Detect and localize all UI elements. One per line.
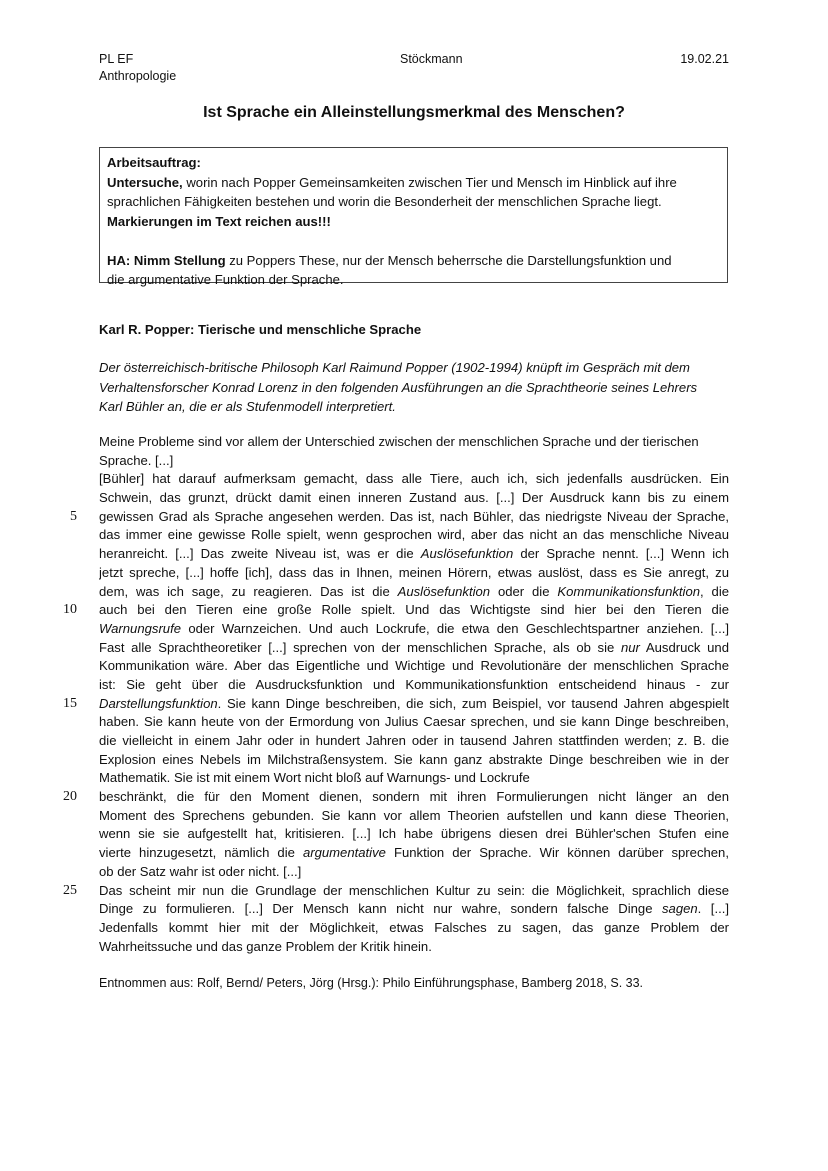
- text-line: [Bühler] hat darauf aufmerksam gemacht, dass alle Tiere, auch ich, sich jedenfalls ausdrücken. Ein: [99, 471, 729, 487]
- text-line: Das scheint mir nun die Grundlage der menschlichen Kultur zu sein: die Möglichkeit, sprachlich diese: [99, 882, 729, 898]
- source-citation: Entnommen aus: Rolf, Bernd/ Peters, Jörg (Hrsg.): Philo Einführungsphase, Bamberg 2018, S. 33.: [99, 976, 644, 990]
- text-line: Schwein, das grunzt, drückt damit einen inneren Zustand aus. [...] Der Ausdruck kann bis zu einem: [99, 490, 729, 506]
- emphasis: Auslösefunktion: [420, 546, 514, 562]
- line-number: 20: [63, 789, 77, 804]
- author-label: Stöckmann: [400, 52, 463, 66]
- text-line: das immer eine gewisse Rolle spielt, wenn gesprochen wird, aber das nicht an das menschliche Niveau: [99, 527, 729, 543]
- homework-line-2: die argumentative Funktion der Sprache.: [107, 272, 344, 287]
- text-line: dem, was ich sage, zu reagieren. Das ist die Auslösefunktion oder die Kommunikationsfunktion, die: [99, 583, 729, 599]
- line-number: 10: [63, 602, 77, 617]
- text-line: Sprache. [...]: [99, 452, 174, 468]
- text-line: Jedenfalls kommt hier mit der Möglichkeit, etwas Falsches zu sagen, das ganze Problem der: [99, 919, 729, 935]
- course-label: PL EF: [99, 52, 134, 66]
- homework-line-1: [107, 251, 720, 271]
- text-line: Meine Probleme sind vor allem der Unterschied zwischen der menschlichen Sprache und der tierischen: [99, 434, 699, 449]
- emphasis: Darstellungsfunktion: [99, 695, 218, 711]
- intro-line: Der österreichisch-britische Philosoph Karl Raimund Popper (1902-1994) knüpft im Gespräch mit dem: [99, 360, 690, 375]
- task-line-2: sprachlichen Fähigkeiten bestehen und worin die Besonderheit der menschlichen Sprache liegt.: [107, 194, 662, 209]
- text-line: ob der Satz wahr ist oder nicht. [...]: [99, 863, 302, 879]
- text-line: haben. Sie kann heute von der Ermordung von Julius Caesar sprechen, und sie kann Dinge beschreiben,: [99, 714, 729, 730]
- section-heading: Karl R. Popper: Tierische und menschliche Sprache: [99, 322, 422, 337]
- line-number: 5: [70, 509, 77, 524]
- emphasis: Warnungsrufe: [99, 620, 182, 636]
- text-line: wenn sie sie aufgestellt hat, kritisieren. [...] Ich habe übrigens diesen drei Bühler'schen Stufen eine: [99, 826, 729, 842]
- homework-line-1-text: zu Poppers These, nur der Mensch beherrsche die Darstellungsfunktion und: [225, 252, 672, 268]
- text-line: die vielleicht in einem Jahr oder in hundert Jahren oder in tausend Jahren stattfinden werden; z. B. die: [99, 733, 729, 748]
- text-line: Warnungsrufe oder Warnzeichen. Und auch Lockrufe, die etwa den Geschlechtspartner anziehen. [...]: [99, 620, 729, 636]
- task-heading: Arbeitsauftrag:: [107, 155, 201, 170]
- text-line: vierte hinzugesetzt, nämlich die argumentative Funktion der Sprache. Wir können darüber sprechen,: [99, 845, 729, 861]
- date-label: 19.02.21: [680, 52, 729, 66]
- text-line: Fast alle Sprachtheoretiker [...] sprechen von der menschlichen Sprache, als ob sie nur Ausdruck und: [99, 639, 729, 655]
- topic-label: Anthropologie: [99, 69, 177, 83]
- page-title: Ist Sprache ein Alleinstellungsmerkmal des Menschen?: [203, 104, 625, 121]
- text-line: heranreicht. [...] Das zweite Niveau ist, was er die Auslösefunktion der Sprache nennt. [...] Wenn ich: [99, 546, 729, 562]
- emphasis: argumentative: [302, 845, 386, 861]
- text-line: auch bei den Tieren eine große Rolle spielt. Und das Wichtigste sind hier bei den Tieren die: [99, 602, 729, 618]
- intro-paragraph: [99, 358, 739, 417]
- text-line: Mathematik. Sie ist mit einem Wort nicht bloß auf Warnungs- und Lockrufe: [99, 770, 530, 786]
- emphasis: sagen: [661, 901, 698, 917]
- text-line: Moment des Sprechens gebunden. Sie kann vor allem Theorien aufstellen und kann diese Theorien,: [99, 807, 729, 823]
- line-number: 25: [63, 883, 77, 898]
- emphasis: Auslösefunktion: [397, 583, 491, 599]
- text-body: [99, 433, 729, 956]
- task-line-3: Markierungen im Text reichen aus!!!: [107, 213, 331, 229]
- task-verb: Untersuche,: [107, 174, 183, 190]
- text-line: beschränkt, die für den Moment dienen, sondern mit ihren Formulierungen nicht länger an den: [99, 789, 729, 805]
- emphasis: Kommunikationsfunktion: [557, 583, 701, 599]
- header-left: [99, 51, 176, 85]
- homework-verb: HA: Nimm Stellung: [107, 252, 226, 268]
- text-line: gewissen Grad als Sprache angesehen werden. Das ist, nach Bühler, das niedrigste Niveau der Sprache,: [99, 508, 729, 524]
- text-line: Explosion eines Nebels im Milchstraßensystem. Sie kann ganz abstrakte Dinge beschreiben wie in der: [99, 751, 729, 767]
- text-line: Wahrheitssuche und das ganze Problem der Kritik hinein.: [99, 938, 432, 954]
- task-line-1: [107, 173, 720, 193]
- text-line: Dinge zu formulieren. [...] Der Mensch kann nicht nur wahre, sondern falsche Dinge sagen. [...]: [99, 901, 729, 917]
- task-box: [99, 147, 728, 287]
- emphasis: nur: [620, 639, 640, 655]
- task-line-1-text: worin nach Popper Gemeinsamkeiten zwischen Tier und Mensch im Hinblick auf ihre: [182, 174, 677, 190]
- text-line: ist: Sie geht über die Ausdrucksfunktion und Kommunikationsfunktion entscheidend hinaus - zur: [99, 676, 729, 692]
- text-line: Darstellungsfunktion. Sie kann Dinge beschreiben, die sich, zum Beispiel, vor tausend Jahren abgespielt: [99, 695, 729, 711]
- line-number: 15: [63, 696, 77, 711]
- intro-line: Verhaltensforscher Konrad Lorenz in den folgenden Ausführungen an die Sprachtheorie seines Lehrers: [99, 379, 698, 395]
- text-line: jetzt spreche, [...] hoffe [ich], dass das in Ihnen, meinen Hörern, etwas auslöst, dass es Sie anregt, zu: [99, 564, 729, 580]
- intro-line: Karl Bühler an, die er als Stufenmodell interpretiert.: [99, 399, 396, 414]
- text-line: Kommunikation wäre. Aber das Eigentliche und Wichtige und Revolutionäre der menschlichen Sprache: [99, 658, 729, 674]
